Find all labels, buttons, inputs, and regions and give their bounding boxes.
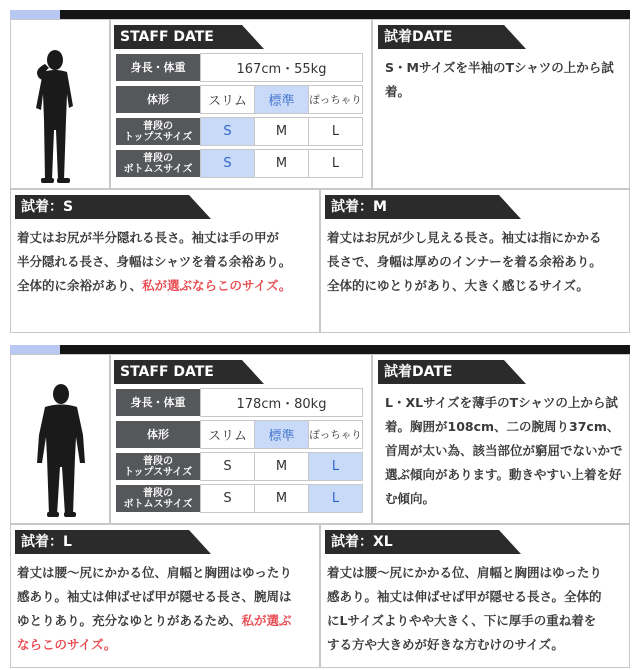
body-type-label: 体形	[115, 85, 201, 114]
fit-review-m	[320, 189, 630, 333]
tops-size-row	[115, 117, 363, 146]
top-bar-accent	[10, 345, 60, 354]
body-type-plump: ぽっちゃり	[308, 420, 363, 449]
body-type-row	[115, 420, 363, 449]
bottoms-size-m: M	[254, 149, 309, 178]
top-bar-accent	[10, 10, 60, 19]
height-weight-value: 167cm・55kg	[200, 53, 363, 82]
bottoms-size-l: L	[308, 484, 363, 513]
tops-size-s: S	[200, 117, 255, 146]
tops-size-l: L	[308, 452, 363, 481]
staff-figure-box	[10, 19, 110, 189]
body-type-standard: 標準	[254, 85, 309, 114]
tops-size-m: M	[254, 452, 309, 481]
body-type-row	[115, 85, 363, 114]
tops-size-row	[115, 452, 363, 481]
body-type-label: 体形	[115, 420, 201, 449]
height-weight-value: 178cm・80kg	[200, 388, 363, 417]
body-type-slim: スリム	[200, 85, 255, 114]
fit-review-s-header: 試着：S	[15, 195, 211, 219]
body-type-plump: ぽっちゃり	[308, 85, 363, 114]
bottoms-size-label: 普段の ボトムスサイズ	[115, 149, 201, 178]
staff-date-header: STAFF DATE	[114, 360, 264, 384]
staff-silhouette-phone-icon	[25, 48, 97, 186]
bottoms-size-label: 普段の ボトムスサイズ	[115, 484, 201, 513]
staff-data-box	[110, 19, 372, 189]
height-weight-label: 身長・体重	[115, 53, 201, 82]
tops-size-m: M	[254, 117, 309, 146]
height-weight-row	[115, 53, 363, 82]
fitting-date-box	[372, 19, 630, 189]
bottoms-size-row	[115, 149, 363, 178]
tops-size-s: S	[200, 452, 255, 481]
fit-review-l	[10, 524, 320, 668]
section-top-bar	[10, 10, 630, 19]
fitting-date-text: L・XLサイズを薄手のTシャツの上から試着。胸囲が108cm、二の腕周り37cm、首周が太い為、該当部位が窮屈でないかで選ぶ傾向があります。動きやすい上着を好む傾向。	[385, 395, 623, 506]
bottoms-size-s: S	[200, 484, 255, 513]
staff-data-box	[110, 354, 372, 524]
fitting-date-box	[372, 354, 630, 524]
fit-review-xl-text: 着丈は腰～尻にかかる位、肩幅と胸囲はゆったり 感あり。袖丈は伸ばせば甲が隠せる長さ。全体的 にLサイズよりやや大きく、下に厚手の重ね着を する方や大きめが好きな方むけのサイズ。	[327, 565, 602, 652]
fitting-date-text: S・Mサイズを半袖のTシャツの上から試着。	[385, 60, 614, 99]
tops-size-l: L	[308, 117, 363, 146]
fit-review-l-header: 試着：L	[15, 530, 211, 554]
height-weight-label: 身長・体重	[115, 388, 201, 417]
fit-review-s	[10, 189, 320, 333]
fitting-date-header: 試着DATE	[378, 360, 526, 384]
body-type-standard: 標準	[254, 420, 309, 449]
bottoms-size-row	[115, 484, 363, 513]
fit-review-xl	[320, 524, 630, 668]
bottoms-size-m: M	[254, 484, 309, 513]
section-top-bar	[10, 345, 630, 354]
height-weight-row	[115, 388, 363, 417]
fit-review-m-header: 試着：M	[325, 195, 521, 219]
staff-date-header: STAFF DATE	[114, 25, 264, 49]
tops-size-label: 普段の トップスサイズ	[115, 452, 201, 481]
bottoms-size-s: S	[200, 149, 255, 178]
body-type-slim: スリム	[200, 420, 255, 449]
fit-review-l-text: 着丈は腰～尻にかかる位、肩幅と胸囲はゆったり 感あり。袖丈は伸ばせば甲が隠せる長さ、腕周は ゆとりあり。充分なゆとりがあるため、私が選ぶ ならこのサイズ。	[17, 565, 292, 652]
fitting-date-header: 試着DATE	[378, 25, 526, 49]
staff-silhouette-standing-icon	[25, 383, 97, 521]
fit-review-xl-header: 試着：XL	[325, 530, 521, 554]
bottoms-size-l: L	[308, 149, 363, 178]
fit-review-s-text: 着丈はお尻が半分隠れる長さ。袖丈は手の甲が 半分隠れる長さ、身幅はシャツを着る余裕あり。 全体的に余裕があり、私が選ぶならこのサイズ。	[17, 230, 292, 293]
staff-figure-box	[10, 354, 110, 524]
tops-size-label: 普段の トップスサイズ	[115, 117, 201, 146]
fit-review-m-text: 着丈はお尻が少し見える長さ。袖丈は指にかかる 長さで、身幅は厚めのインナーを着る余裕あり。 全体的にゆとりがあり、大きく感じるサイズ。	[327, 230, 602, 293]
